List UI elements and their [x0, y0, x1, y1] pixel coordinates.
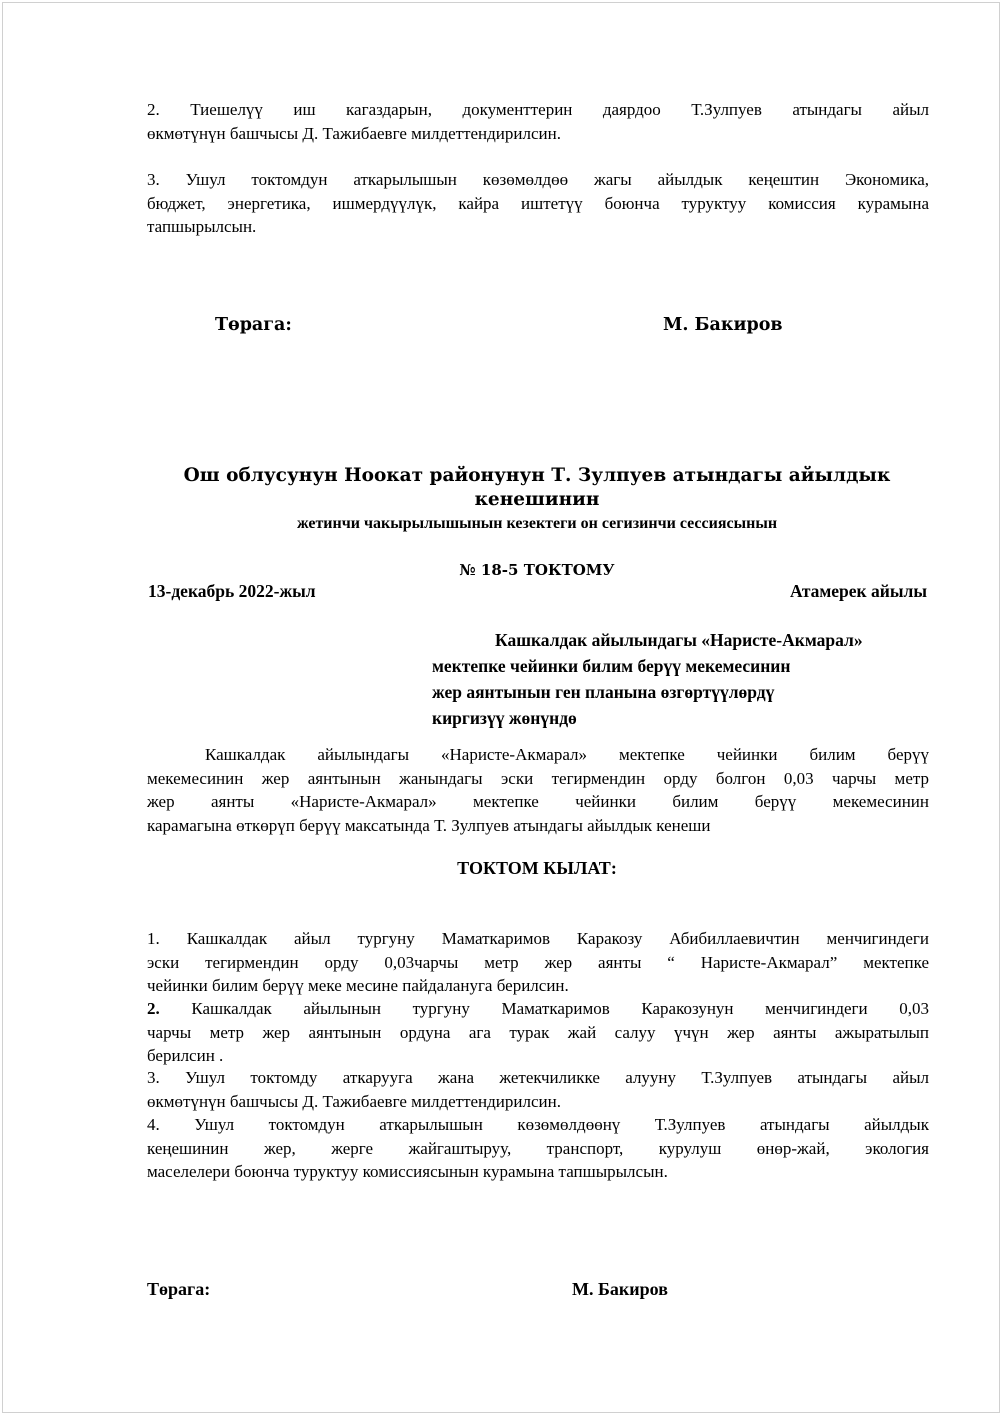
decision-item-4-line-3: маселелери боюнча туруктуу комиссиясынын курамына тапшырылсын.	[147, 1162, 668, 1181]
decision-item-3	[147, 1066, 929, 1113]
subject-line-3: жер аянтынын ген планына өзгөртүүлөрдү	[432, 682, 775, 702]
decision-item-2-line-1: 2. Кашкалдак айылынын тургуну Маматкаримов Каракозунун менчигиндеги 0,03	[147, 999, 929, 1018]
decision-item-1	[147, 927, 929, 998]
decree-heading: ТОКТОМ КЫЛАТ:	[457, 858, 617, 878]
chairman-title-1: Төрага:	[215, 315, 292, 335]
decision-item-2	[147, 997, 929, 1068]
session-line: жетинчи чакырылышынын кезектеги он сегизинчи сессиясынын	[296, 515, 778, 532]
resolution-place: Атамерек айылы	[790, 581, 927, 601]
decision-item-2-line-2: чарчы метр жер аянтынын ордуна ага турак жай салуу үчүн жер аянты ажыратылып	[147, 1022, 929, 1042]
decision-item-1-line-2: эски тегирмендин орду 0,03чарчы метр жер аянты “ Наристе-Акмарал” мектепке	[147, 952, 929, 972]
item-3-line-1: 3. Ушул токтомдун аткарылышын көзөмөлдөө жагы айылдык кеңештин Экономика,	[147, 170, 929, 189]
chairman-name-2: М. Бакиров	[572, 1279, 668, 1299]
preamble-block	[147, 743, 929, 837]
decision-item-2-number: 2.	[147, 999, 160, 1018]
preamble-line-3: жер аянты «Наристе-Акмарал» мектепке чейинки билим берүү мекемесинин	[147, 792, 929, 811]
subject-line-2: мектепке чейинки билим берүү мекемесинин	[432, 656, 791, 676]
decision-item-4	[147, 1113, 929, 1184]
decision-item-3-line-2: өкмөтүнүн башчысы Д. Тажибаевге милдеттендирилсин.	[147, 1091, 561, 1111]
preamble-line-4: карамагына өткөрүп берүү максатында Т. Зулпуев атындагы айылдык кенеши	[147, 815, 711, 835]
chairman-title-2: Төрага:	[147, 1279, 211, 1299]
decision-item-1-line-1: 1. Кашкалдак айыл тургуну Маматкаримов Каракозу Абибиллаевичтин менчигиндеги	[147, 929, 929, 948]
preamble-line-2: мекемесинин жер аянтынын жанындагы эски тегирмендин орду болгон 0,03 чарчы метр	[147, 768, 929, 788]
council-header-line-1: Ош облусунун Ноокат районунун Т. Зулпуев атындагы айылдык	[183, 465, 891, 486]
chairman-name-1: М. Бакиров	[663, 315, 783, 335]
resolution-number: № 18-5 ТОКТОМУ	[459, 561, 615, 579]
subject-line-4: киргизүү жөнүндө	[432, 708, 577, 728]
subject-line-1: Кашкалдак айылындагы «Наристе-Акмарал»	[495, 630, 863, 650]
item-2-block	[147, 98, 929, 145]
item-3-line-2: бюджет, энергетика, ишмердүүлүк, кайра иштетүү боюнча туруктуу комиссия курамына	[147, 193, 929, 213]
subject-block	[432, 627, 863, 731]
council-header	[100, 464, 974, 512]
decision-item-4-line-1: 4. Ушул токтомдун аткарылышын көзөмөлдөөнү Т.Зулпуев атындагы айылдык	[147, 1115, 929, 1134]
council-header-line-2: кенешинин	[474, 489, 600, 510]
preamble-line-1: Кашкалдак айылындагы «Наристе-Акмарал» мектепке чейинки билим берүү	[205, 745, 929, 764]
item-3-line-3: тапшырылсын.	[147, 217, 257, 236]
resolution-date: 13-декабрь 2022-жыл	[148, 581, 316, 601]
decision-item-4-line-2: кеңешинин жер, жерге жайгаштыруу, транспорт, курулуш өнөр-жай, экология	[147, 1138, 929, 1158]
item-2-line-2: өкмөтүнүн башчысы Д. Тажибаевге милдеттендирилсин.	[147, 123, 561, 143]
decision-item-1-line-3: чейинки билим берүү меке месине пайдалануга берилсин.	[147, 976, 569, 995]
item-3-block	[147, 168, 929, 239]
decision-item-2-line-3: берилсин .	[147, 1046, 224, 1065]
decision-item-3-line-1: 3. Ушул токтомду аткарууга жана жетекчиликке алууну Т.Зулпуев атындагы айыл	[147, 1068, 929, 1087]
item-2-line-1: 2. Тиешелүү иш кагаздарын, документтерин даярдоо Т.Зулпуев атындагы айыл	[147, 100, 929, 119]
